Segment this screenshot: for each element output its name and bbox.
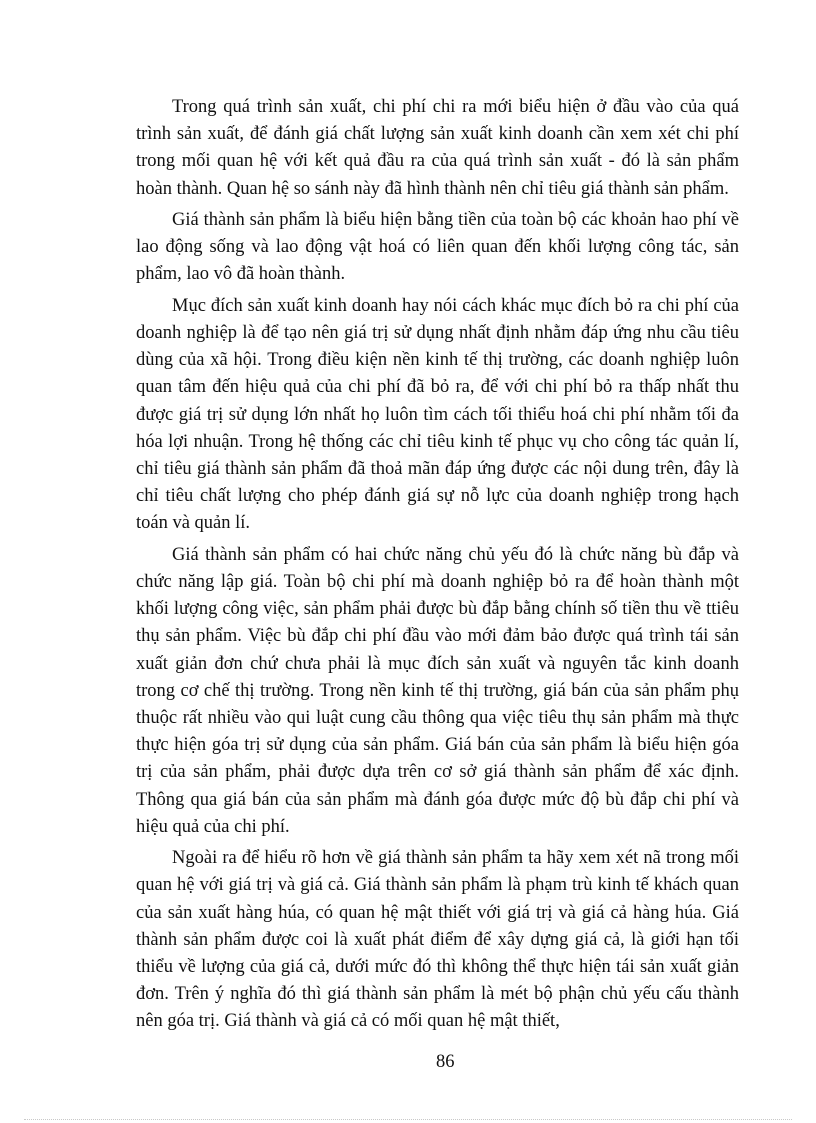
paragraph-2: Giá thành sản phẩm là biểu hiện bằng tiền của toàn bộ các khoản hao phí về lao động sống và lao động vật hoá có liên quan đến khối lượng công tác, sản phẩm, lao vô đã hoàn thành. (136, 210, 739, 285)
paragraph-4: Giá thành sản phẩm có hai chức năng chủ yếu đó là chức năng bù đắp và chức năng lập giá. Toàn bộ chi phí mà doanh nghiệp bỏ ra để hoàn thành một khối lượng công việc, sản phẩm phải được bù đắp bằng chính số tiền thu về ttiêu thụ sản phẩm. Việc bù đắp chi phí đầu vào mới đảm bảo được quá trình tái sản xuất giản đơn chứ chưa phải là mục đích sản xuất và nguyên tắc kinh doanh trong cơ chế thị trường. Trong nền kinh tế thị trường, giá bán của sản phẩm phụ thuộc rất nhiều vào qui luật cung cầu thông qua việc tiêu thụ sản phẩm mà thực thực hiện góa trị sử dụng của sản phẩm. Giá bán của sản phẩm là biểu hiện góa trị của sản phẩm, phải được dựa trên cơ sở giá thành sản phẩm để xác định. Thông qua giá bán của sản phẩm mà đánh góa được mức độ bù đắp chi phí và hiệu quả của chi phí. (136, 544, 739, 837)
page-number: 86 (436, 1052, 455, 1072)
page-bottom-divider (24, 1119, 792, 1120)
paragraph-1: Trong quá trình sản xuất, chi phí chi ra mới biểu hiện ở đầu vào của quá trình sản xuất, để đánh giá chất lượng sản xuất kinh doanh cần xem xét chi phí trong mối quan hệ với kết quả đầu ra của quá trình sản xuất - đó là sản phẩm hoàn thành. Quan hệ so sánh này đã hình thành nên chỉ tiêu giá thành sản phẩm. (136, 97, 739, 199)
body-text (136, 94, 739, 1040)
paragraph-3: Mục đích sản xuất kinh doanh hay nói cách khác mục đích bỏ ra chi phí của doanh nghiệp là để tạo nên giá trị sử dụng nhất định nhằm đáp ứng nhu cầu tiêu dùng của xã hội. Trong điều kiện nền kinh tế thị trường, các doanh nghiệp luôn quan tâm đến hiệu quả của chi phí đã bỏ ra, để với chi phí bỏ ra thấp nhất thu được giá trị sử dụng lớn nhất họ luôn tìm cách tối thiểu hoá chi phí nhằm tối đa hóa lợi nhuận. Trong hệ thống các chỉ tiêu kinh tế phục vụ cho công tác quản lí, chỉ tiêu giá thành sản phẩm đã thoả mãn đáp ứng được các nội dung trên, đây là chỉ tiêu chất lượng cho phép đánh giá sự nỗ lực của doanh nghiệp trong hạch toán và quản lí. (136, 295, 739, 534)
paragraph-5: Ngoài ra để hiểu rõ hơn về giá thành sản phẩm ta hãy xem xét nã trong mối quan hệ với giá trị và giá cả. Giá thành sản phẩm là phạm trù kinh tế khách quan của sản xuất hàng húa, có quan hệ mật thiết với giá trị và giá cả hàng húa. Giá thành sản phẩm được coi là xuất phát điểm để xây dựng giá cả, là giới hạn tối thiểu về lượng của giá cả, dưới mức đó thì không thể thực hiện tái sản xuất giản đơn. Trên ý nghĩa đó thì giá thành sản phẩm là mét bộ phận chủ yếu cấu thành nên góa trị. Giá thành và giá cả có mối quan hệ mật thiết, (136, 848, 739, 1032)
